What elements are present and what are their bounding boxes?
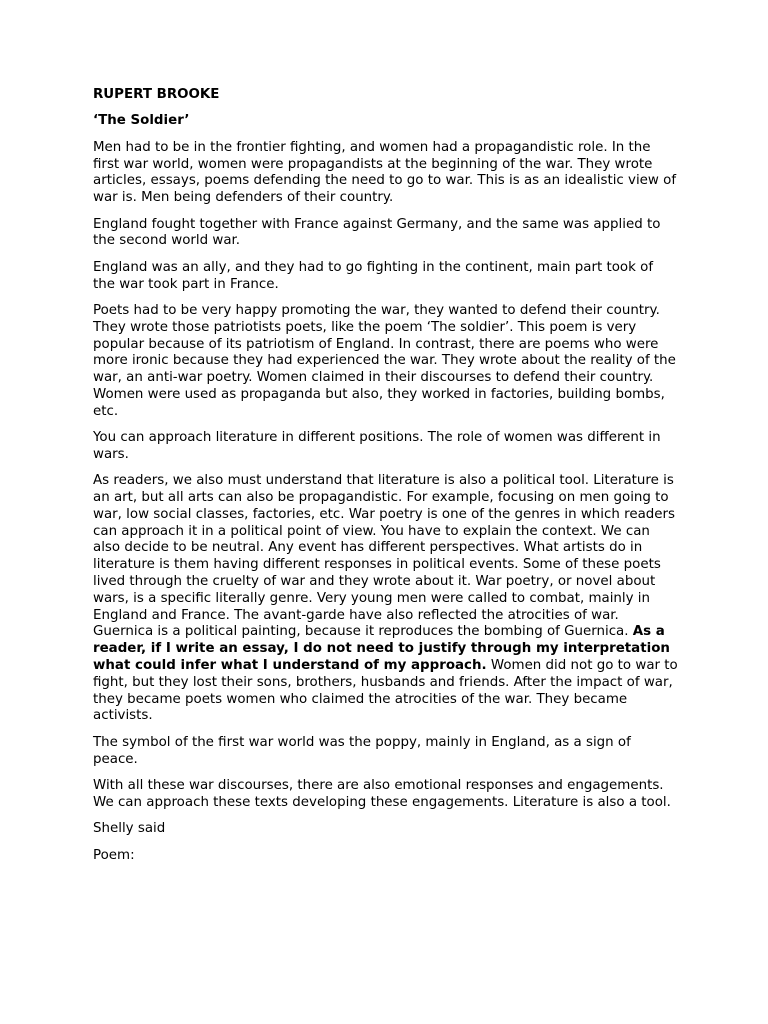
document-page (93, 87, 678, 874)
political-tool-bold-text: As a reader, if I write an essay, I do not need to justify through my interpretation what could infer what I understand of my approach. (93, 624, 670, 674)
political-tool-text: As readers, we also must understand that literature is also a political tool. Literature is an art, but all arts can also be propagandistic. For example, focusing on men going to war, low social classes, factories, etc. War poetry is one of the genres in which readers can approach it in a political point of view. You have to explain the context. We can also decide to be neutral. Any event has different perspectives. What artists do in literature is them having different responses in political events. Some of these poets lived through the cruelty of war and they wrote about it. War poetry, or novel about wars, is a specific literally genre. Very young men were called to combat, mainly in England and France. The avant-garde have also reflected the atrocities of war. Guernica is a political painting, because it reproduces the bombing of Guernica. (93, 473, 675, 640)
paragraph-approach-literature: You can approach literature in different positions. The role of women was different in wars. (93, 430, 661, 462)
paragraph-poppy: The symbol of the first war world was the poppy, mainly in England, as a sign of peace. (93, 734, 631, 767)
paragraph-frontier: Men had to be in the frontier fighting, and women had a propagandistic role. In the first war world, women were propagandists at the beginning of the war. They wrote articles, essays, poems defending the need to go to war. This is as an idealistic view of war is. Men being defenders of their country. (93, 139, 677, 206)
paragraph-shelly-said: Shelly said (93, 821, 166, 837)
political-tool-closing-text: Women did not go to war to fight, but they lost their sons, brothers, husbands and friends. After the impact of war, they became poets women who claimed the atrocities of the war. They became activists. (93, 658, 678, 724)
paragraph-england-france: England fought together with France against Germany, and the same was applied to the second world war. (93, 216, 661, 249)
paragraph-england-ally: England was an ally, and they had to go fighting in the continent, main part took of the war took part in France. (93, 259, 654, 292)
paragraph-political-tool (93, 473, 678, 725)
paragraph-poets: Poets had to be very happy promoting the war, they wanted to defend their country. They wrote those patriotists poets, like the poem ‘The soldier’. This poem is very popular because of its patriotism of England. In contrast, there are poems who were more ironic because they had experienced the war. They wrote about the reality of the war, an anti-war poetry. Women claimed in their discourses to defend their country. Women were used as propaganda but also, they worked in factories, building bombs, etc. (93, 302, 676, 419)
poem-title: ‘The Soldier’ (93, 113, 190, 129)
paragraph-emotional-responses: With all these war discourses, there are also emotional responses and engagements. We can approach these texts developing these engagements. Literature is also a tool. (93, 778, 671, 810)
paragraph-poem-label: Poem: (93, 847, 135, 863)
author-heading: RUPERT BROOKE (93, 87, 220, 102)
